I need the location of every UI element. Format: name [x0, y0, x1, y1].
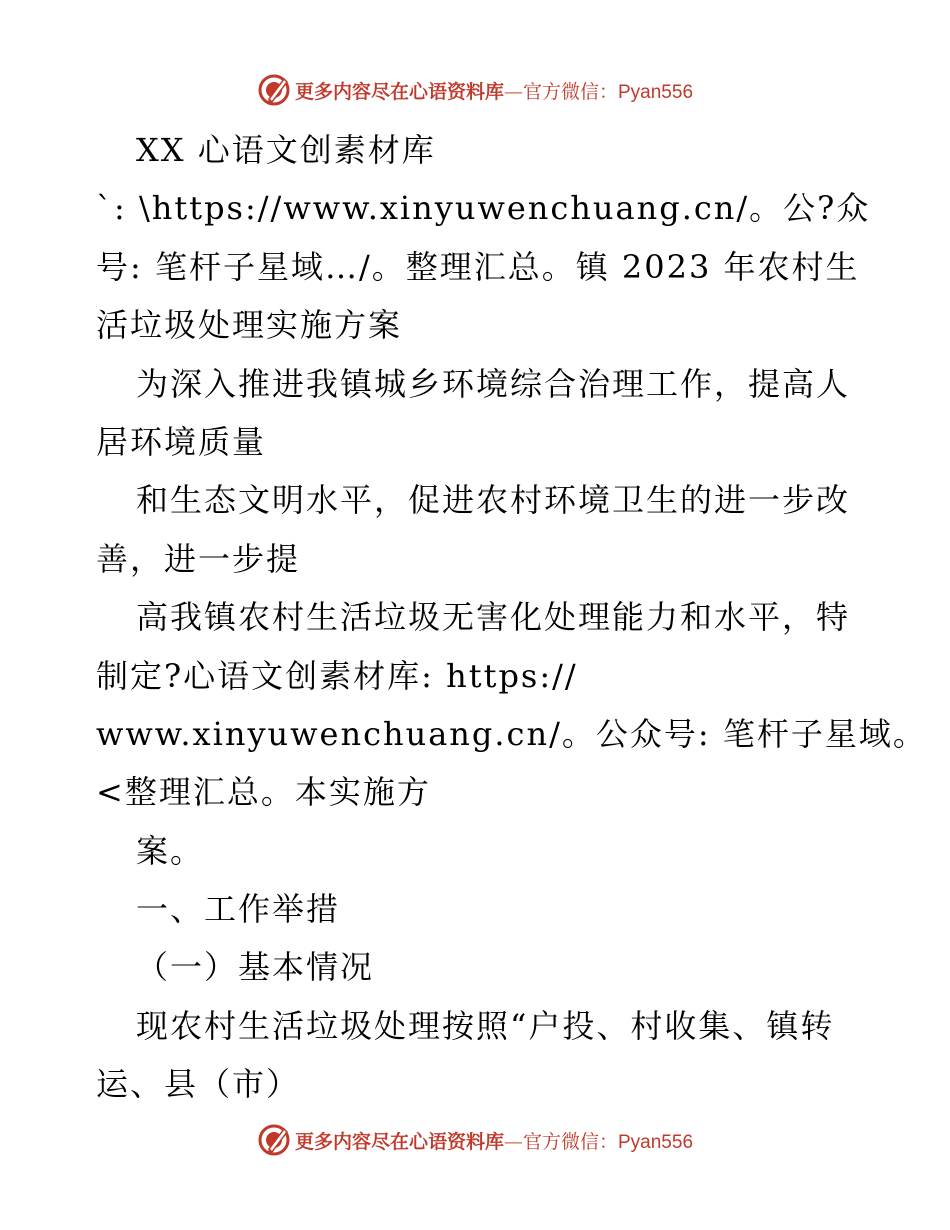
- doc-line: 为深入推进我镇城乡环境综合治理工作，提高人: [136, 364, 851, 403]
- doc-line: 案。: [136, 831, 205, 870]
- section-heading: 一、工作举措: [136, 890, 341, 929]
- doc-line: <整理汇总。本实施方: [96, 773, 431, 812]
- doc-line: 和生态文明水平，促进农村环境卫生的进一步改: [136, 481, 851, 520]
- doc-line: 高我镇农村生活垃圾无害化处理能力和水平，特: [136, 598, 851, 637]
- doc-line: 现农村生活垃圾处理按照“户投、村收集、镇转: [136, 1006, 835, 1045]
- footer-banner: [0, 1120, 950, 1160]
- subsection-heading: （一）基本情况: [136, 948, 375, 987]
- banner-text: 更多内容尽在心语资料库—官方微信：Pyan556: [294, 80, 694, 103]
- doc-line: 善，进一步提: [96, 539, 301, 578]
- doc-line: 运、县（市）: [96, 1065, 301, 1104]
- pen-logo-icon: [257, 1123, 291, 1157]
- doc-line: 号: 笔杆子星域…/。整理汇总。镇 2023 年农村生: [96, 247, 860, 286]
- doc-line: 居环境质量: [96, 422, 267, 461]
- header-banner: [0, 70, 950, 110]
- doc-line: `: \https://www.xinyuwenchuang.cn/。公?众: [96, 189, 871, 228]
- banner-text: 更多内容尽在心语资料库—官方微信：Pyan556: [294, 1130, 694, 1153]
- doc-line: 活垃圾处理实施方案: [96, 306, 403, 345]
- doc-line: 制定?心语文创素材库: https://: [96, 656, 578, 695]
- doc-line: XX 心语文创素材库: [136, 131, 436, 169]
- pen-logo-icon: [257, 73, 291, 107]
- document-body: [96, 121, 927, 1114]
- doc-line: www.xinyuwenchuang.cn/。公众号: 笔杆子星域。: [96, 714, 927, 753]
